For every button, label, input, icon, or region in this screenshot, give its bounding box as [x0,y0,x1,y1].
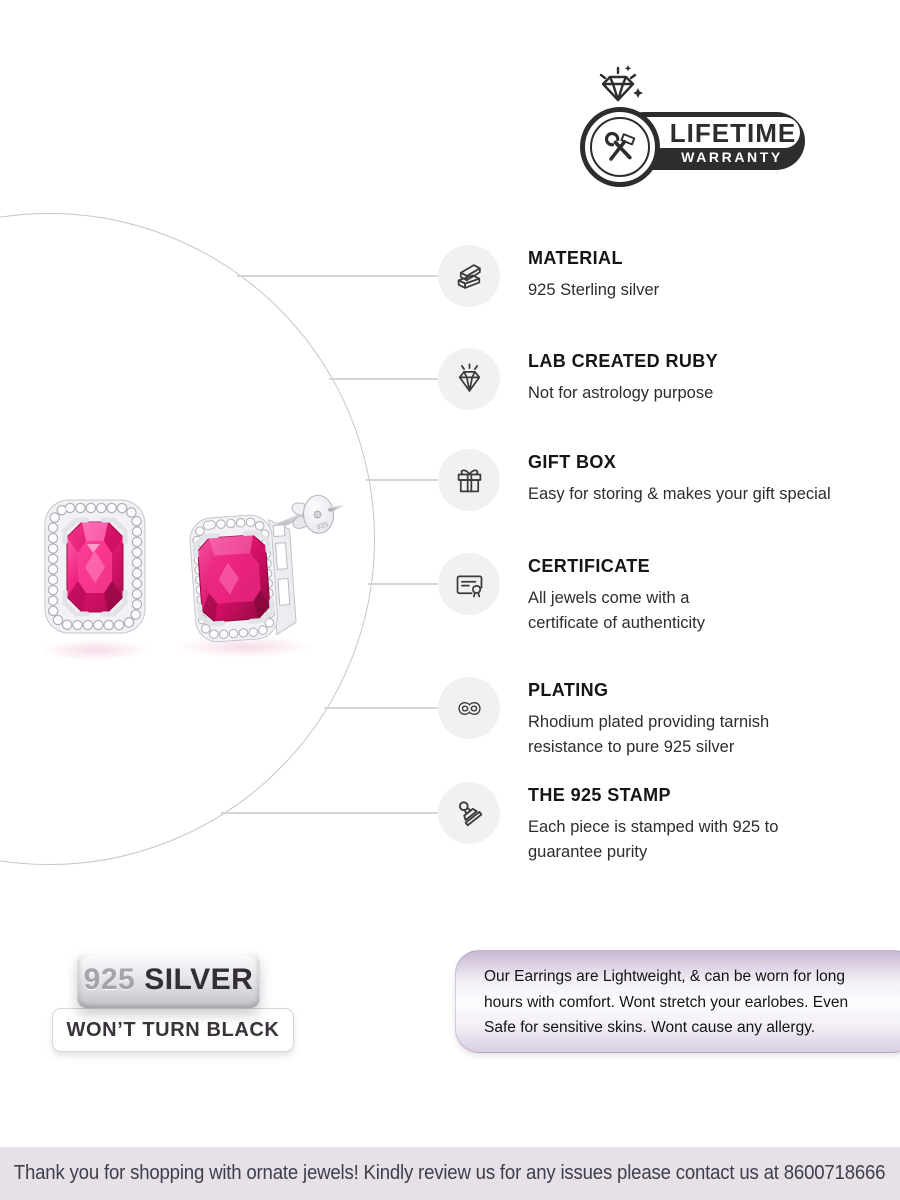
feature-925-stamp [528,784,898,864]
feature-title: PLATING [528,680,609,700]
feature-title: THE 925 STAMP [528,785,671,805]
feature-body-line: guarantee purity [528,842,648,861]
silver-badge-word: SILVER [144,963,254,996]
ring-diamond-icon [592,64,644,110]
feature-body-line: Easy for storing & makes your gift special [528,485,831,503]
comfort-note-box [455,950,900,1053]
gift-box-icon [438,449,500,511]
925-silver-badge [77,952,260,1008]
connector-line-material [237,275,442,277]
feature-body-line: 925 Sterling silver [528,281,660,299]
reflection-left [40,639,150,661]
product-photo [20,475,360,675]
connector-line-stamp [221,812,442,814]
silver-bars-icon [438,245,500,307]
earring-side-view [188,494,350,643]
feature-body-line: certificate of authenticity [528,613,706,632]
feature-material [528,247,898,303]
diamond-icon [438,348,500,410]
warranty-line1: LIFETIME [669,118,797,148]
note-line: Safe for sensitive skins. Wont cause any allergy. [484,1019,816,1036]
clutch-925-stamp: 925 [315,521,330,532]
wont-turn-black-label: WON’T TURN BLACK [66,1018,280,1041]
feature-title: GIFT BOX [528,452,617,472]
connector-line-ruby [329,378,442,380]
warranty-circle [580,107,660,187]
silver-badge-number: 925 [83,963,136,996]
earring-front-view [45,500,145,633]
connector-line-giftbox [366,479,442,481]
feature-lab-created-ruby [528,350,898,406]
comfort-note-text [484,964,848,1041]
wont-turn-black-badge [52,1008,294,1052]
infinity-icon [438,677,500,739]
certificate-icon [438,553,500,615]
feature-plating [528,679,898,759]
feature-title: MATERIAL [528,248,623,268]
connector-line-plating [324,707,442,709]
note-line: hours with comfort. Wont stretch your earlobes. Even [484,993,849,1011]
footer-text: Thank you for shopping with ornate jewels! Kindly review us for any issues please contact us at 8600718666 [14,1162,886,1184]
feature-body-line: resistance to pure 925 silver [528,737,735,756]
feature-body-line: Each piece is stamped with 925 to [528,818,779,836]
warranty-circle-inner [590,117,650,177]
feature-certificate [528,555,898,635]
feature-body-line: All jewels come with a [528,589,690,607]
warranty-tools-icon [599,126,641,168]
stamp-icon [438,782,500,844]
feature-title: CERTIFICATE [528,556,651,576]
warranty-line2: WARRANTY [681,149,783,165]
feature-body-line: Not for astrology purpose [528,384,714,402]
feature-title: LAB CREATED RUBY [528,351,719,371]
footer-bar [0,1147,900,1200]
feature-gift-box [528,451,898,507]
feature-body-line: Rhodium plated providing tarnish [528,713,770,731]
connector-line-certificate [368,583,442,585]
note-line: Our Earrings are Lightweight, & can be worn for long [484,968,845,985]
